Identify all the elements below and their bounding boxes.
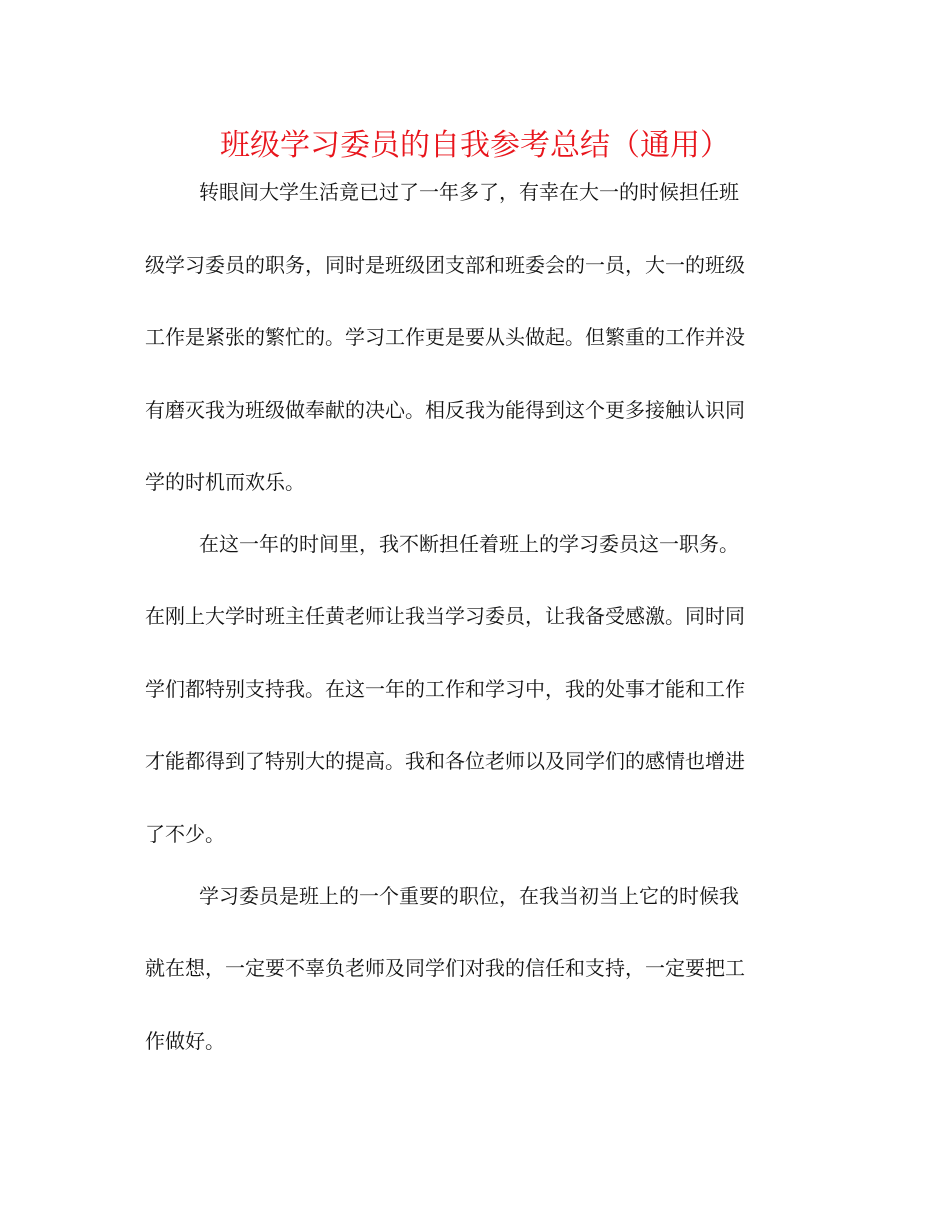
paragraph-2-line-3: 学们都特别支持我。在这一年的工作和学习中，我的处事才能和工作: [145, 677, 745, 701]
paragraph-1-line-4: 有磨灭我为班级做奉献的决心。相反我为能得到这个更多接触认识同: [145, 398, 745, 422]
paragraph-1-line-2: 级学习委员的职务，同时是班级团支部和班委会的一员，大一的班级: [145, 253, 745, 277]
paragraph-2-line-2: 在刚上大学时班主任黄老师让我当学习委员，让我备受感激。同时同: [145, 604, 745, 628]
paragraph-2-line-5: 了不少。: [145, 822, 225, 846]
paragraph-2-line-1: 在这一年的时间里，我不断担任着班上的学习委员这一职务。: [199, 532, 739, 556]
paragraph-1-line-5: 学的时机而欢乐。: [145, 470, 305, 494]
paragraph-3-line-3: 作做好。: [145, 1029, 225, 1053]
paragraph-3-line-2: 就在想，一定要不辜负老师及同学们对我的信任和支持，一定要把工: [145, 956, 745, 980]
paragraph-2-line-4: 才能都得到了特别大的提高。我和各位老师以及同学们的感情也增进: [145, 749, 745, 773]
paragraph-1-line-3: 工作是紧张的繁忙的。学习工作更是要从头做起。但繁重的工作并没: [145, 325, 745, 349]
paragraph-1-line-1: 转眼间大学生活竟已过了一年多了，有幸在大一的时候担任班: [199, 180, 739, 204]
paragraph-3-line-1: 学习委员是班上的一个重要的职位，在我当初当上它的时候我: [199, 884, 739, 908]
document-title: 班级学习委员的自我参考总结（通用）: [220, 128, 730, 163]
